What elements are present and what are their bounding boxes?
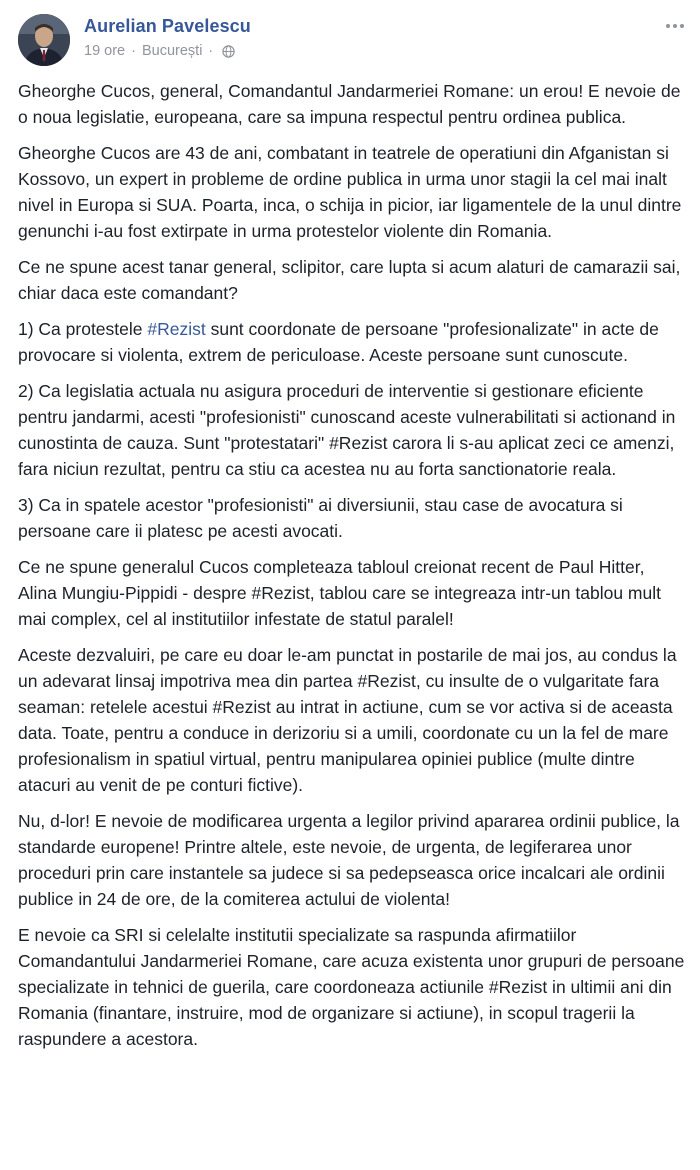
paragraph-text: sunt coordonate de persoane "profesionalizate" in acte de provocare si violenta, extrem de periculoase. Aceste persoane sunt cunoscute. — [18, 319, 659, 365]
post-paragraph: 2) Ca legislatia actuala nu asigura proceduri de interventie si gestionare eficiente pentru jandarmi, acesti "profesionisti" cunoscand aceste vulnerabilitati si actionand in cunostinta de cauza. Sunt "protestatari" #Rezist carora li s-au aplicat zeci ce amenzi, fara niciun rezultat, pentru ca stiu ca acestea nu au forta sanctionatorie reala. — [18, 381, 676, 479]
paragraph-text: 1) Ca protestele — [18, 319, 148, 339]
globe-icon[interactable] — [222, 45, 235, 58]
hashtag-link[interactable]: #Rezist — [147, 319, 206, 339]
post-body — [18, 78, 686, 1062]
post-paragraph — [18, 316, 686, 368]
more-options-icon[interactable] — [664, 20, 686, 32]
author-name[interactable]: Aurelian Pavelescu — [84, 16, 251, 36]
post-paragraph: 3) Ca in spatele acestor "profesionisti" ai diversiunii, stau case de avocatura si persoane care ii platesc pe acesti avocati. — [18, 495, 623, 541]
post-paragraph: Ce ne spune generalul Cucos completeaza tabloul creionat recent de Paul Hitter, Alina Mungiu-Pippidi - despre #Rezist, tablou care se integreaza intr-un tablou mult mai complex, cel al institutiilor infestate de statul paralel! — [18, 557, 661, 629]
post-paragraph: E nevoie ca SRI si celelalte institutii specializate sa raspunda afirmatiilor Comandantului Jandarmeriei Romane, care acuza existenta unor grupuri de persoane specializate in tehnici de guerila, care coordoneaza actiunile #Rezist in ultimii ani din Romania (finantare, instruire, mod de organizare si actiune), in scopul tragerii la raspundere a acestora. — [18, 925, 685, 1049]
post-header — [18, 12, 690, 68]
post-time[interactable]: 19 ore — [84, 43, 126, 59]
avatar[interactable] — [18, 14, 70, 66]
post-location[interactable]: București — [141, 43, 203, 59]
meta-separator: · — [208, 43, 214, 59]
post-paragraph: Aceste dezvaluiri, pe care eu doar le-am punctat in postarile de mai jos, au condus la un adevarat linsaj impotriva mea din partea #Rezist, cu insulte de o vulgaritate fara seaman: retelele acestui #Rezist au intrat in actiune, cum se vor activa si de aceasta data. Toate, pentru a conduce in derizoriu si a umili, coordonate cu un la fel de mare profesionalism in spatiul virtual, pentru manipularea opiniei publice (multe dintre atacuri au venit de pe conturi fictive). — [18, 645, 677, 795]
post-paragraph: Nu, d-lor! E nevoie de modificarea urgenta a legilor privind apararea ordinii publice, la standarde europene! Printre altele, este nevoie, de urgenta, de legiferarea unor proceduri prin care instantele sa judece si sa pedepseasca orice incalcari ale ordinii publice in 24 de ore, de la comiterea actului de violenta! — [18, 811, 680, 909]
meta-separator: · — [131, 43, 136, 59]
post-paragraph: Gheorghe Cucos are 43 de ani, combatant in teatrele de operatiuni din Afganistan si Kossovo, un expert in probleme de ordine publica in urma unor stagii la cel mai inalt nivel in Europa si SUA. Poarta, inca, o schija in picior, iar ligamentele de la unul dintre genunchi i-au fost extirpate in urma protestelor violente din Romania. — [18, 143, 682, 241]
post-meta — [84, 43, 235, 59]
post-paragraph: Gheorghe Cucos, general, Comandantul Jandarmeriei Romane: un erou! E nevoie de o noua legislatie, europeana, care sa impuna respectul pentru ordinea publica. — [18, 81, 681, 127]
post-paragraph: Ce ne spune acest tanar general, sclipitor, care lupta si acum alaturi de camarazii sai, chiar daca este comandant? — [18, 257, 681, 303]
